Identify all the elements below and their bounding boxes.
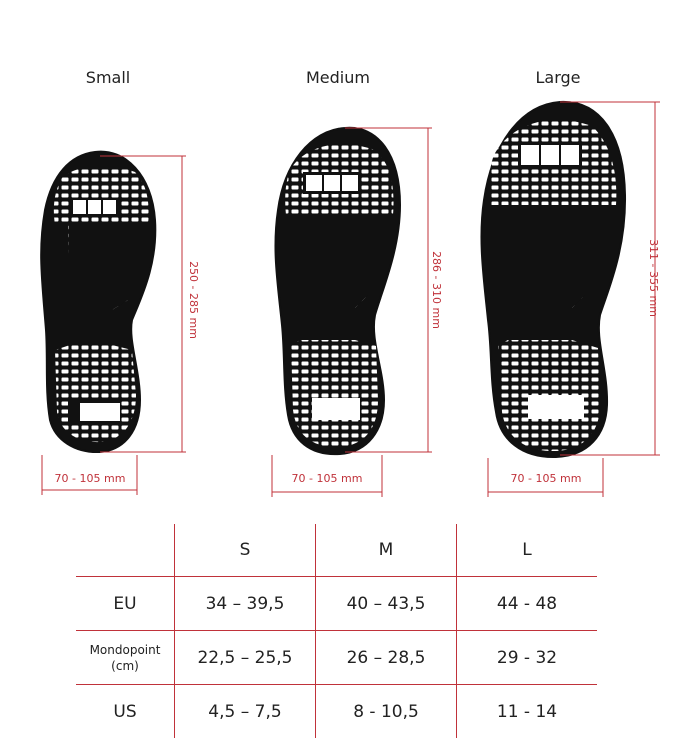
table-cell: 4,5 – 7,5 bbox=[175, 685, 316, 739]
table-header-row bbox=[76, 524, 597, 577]
size-table bbox=[76, 524, 597, 738]
table-cell: 34 – 39,5 bbox=[175, 577, 316, 631]
table-row bbox=[76, 577, 597, 631]
length-label-large: 311 - 355 mm bbox=[647, 239, 660, 317]
row-label-mondopoint-line1: Mondopoint bbox=[89, 642, 161, 657]
length-label-small: 250 - 285 mm bbox=[187, 261, 200, 339]
length-label-medium: 286 - 310 mm bbox=[430, 251, 443, 329]
table-header-m: M bbox=[316, 524, 457, 577]
table-cell: 44 - 48 bbox=[457, 577, 598, 631]
table-header-s: S bbox=[175, 524, 316, 577]
row-label-eu: EU bbox=[76, 577, 175, 631]
table-cell: 22,5 – 25,5 bbox=[175, 631, 316, 685]
table-cell: 40 – 43,5 bbox=[316, 577, 457, 631]
sole-title-large: Large bbox=[535, 68, 581, 87]
row-label-us: US bbox=[76, 685, 175, 739]
table-cell: 11 - 14 bbox=[457, 685, 598, 739]
table-cell: 29 - 32 bbox=[457, 631, 598, 685]
table-row bbox=[76, 631, 597, 685]
sole-medium bbox=[275, 128, 400, 454]
sole-title-medium: Medium bbox=[306, 68, 370, 87]
width-label-small: 70 - 105 mm bbox=[54, 472, 126, 485]
sole-title-small: Small bbox=[85, 68, 131, 87]
sole-large bbox=[481, 102, 625, 457]
width-label-medium: 70 - 105 mm bbox=[291, 472, 363, 485]
row-label-mondopoint-line2: (cm) bbox=[111, 658, 139, 673]
width-label-large: 70 - 105 mm bbox=[510, 472, 582, 485]
table-row bbox=[76, 685, 597, 739]
table-cell: 26 – 28,5 bbox=[316, 631, 457, 685]
table-corner-cell bbox=[76, 524, 175, 577]
sole-small bbox=[41, 152, 155, 452]
row-label-mondopoint bbox=[76, 631, 175, 685]
table-header-l: L bbox=[457, 524, 598, 577]
table-cell: 8 - 10,5 bbox=[316, 685, 457, 739]
